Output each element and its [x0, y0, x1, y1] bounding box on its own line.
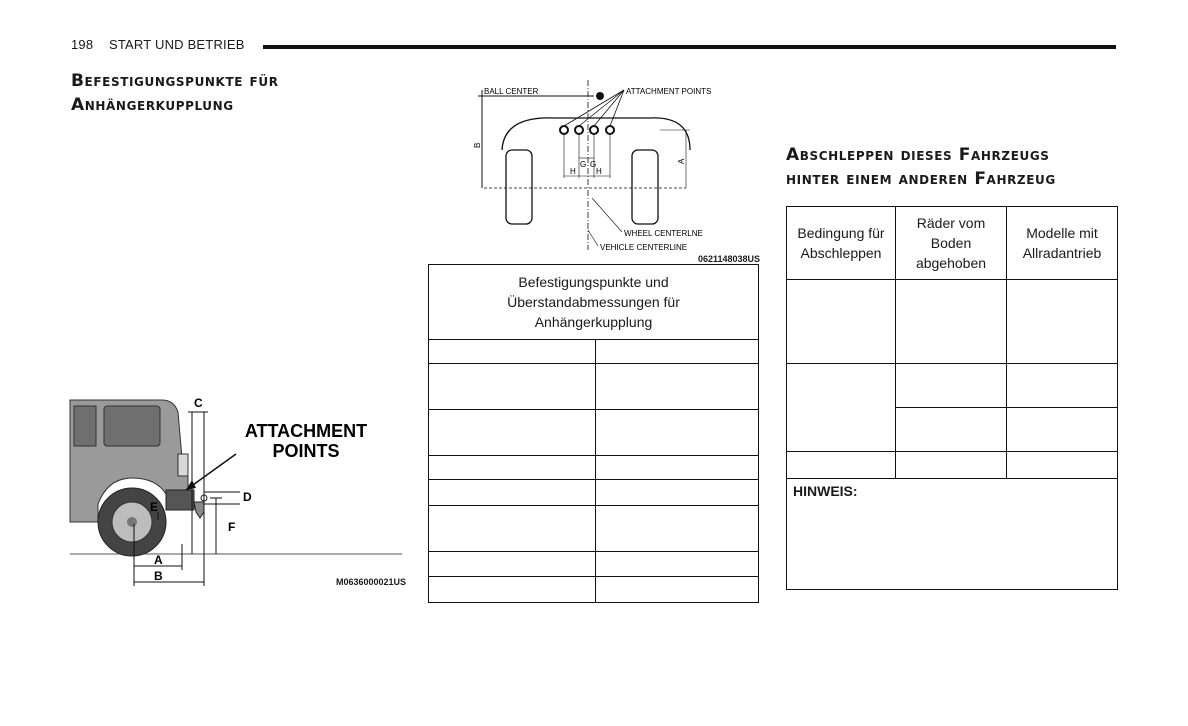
table-row — [787, 280, 1118, 364]
note-cell — [787, 479, 1118, 590]
dim-label-f: F — [228, 520, 236, 534]
attachment-dimensions-table — [428, 264, 759, 603]
dim-g2-label: G — [590, 160, 597, 169]
label-vehicle-centerline: VEHICLE CENTERLINE — [600, 243, 688, 252]
table-row — [429, 340, 759, 364]
heading-line: Befestigungspunkte für — [71, 71, 279, 91]
dim-b-label: B — [473, 142, 482, 148]
label-attachment-points: ATTACHMENT POINTS — [626, 87, 712, 96]
dim-h2-label: H — [596, 167, 602, 176]
callout-points: POINTS — [272, 441, 340, 461]
table-row — [787, 364, 1118, 408]
towing-conditions-table — [786, 206, 1118, 590]
page-number: 198 — [71, 37, 94, 52]
dim-label-e: E — [150, 500, 159, 514]
jeep-attachment-figure — [70, 394, 407, 590]
hitch — [194, 502, 204, 518]
col-header-wheels-raised: Räder vom Boden abgehoben — [896, 207, 1007, 280]
dim-label-c: C — [194, 396, 203, 410]
dim-g1-label: G — [580, 160, 587, 169]
caption-line: Befestigungspunkte und — [518, 274, 669, 290]
taillight — [178, 454, 188, 476]
table-caption — [429, 265, 759, 340]
label-ball-center: BALL CENTER — [484, 87, 539, 96]
caption-line: Überstandabmessungen für — [507, 294, 680, 310]
dim-a-label: A — [677, 158, 686, 164]
heading-line: Anhängerkupplung — [71, 95, 234, 115]
table-row — [429, 410, 759, 456]
dim-label-d: D — [243, 490, 252, 504]
dim-label-b: B — [154, 569, 163, 583]
rear-side-window — [104, 406, 160, 446]
table-row — [429, 506, 759, 552]
table-row — [429, 552, 759, 577]
table-row — [429, 364, 759, 410]
col-header-condition: Bedingung für Abschleppen — [787, 207, 896, 280]
hitch-attachment-diagram — [474, 80, 758, 260]
table-row — [429, 480, 759, 506]
caption-line: Anhängerkupplung — [534, 314, 653, 330]
header-rule — [263, 45, 1116, 49]
dim-h1-label: H — [570, 167, 576, 176]
section-heading-towing — [786, 143, 1106, 191]
table-row — [429, 577, 759, 603]
heading-line: Abschleppen dieses Fahrzeugs — [786, 145, 1050, 165]
chapter-title: START UND BETRIEB — [109, 37, 245, 52]
note-label: HINWEIS: — [793, 483, 858, 499]
label-wheel-centerline: WHEEL CENTERLNE — [624, 229, 703, 238]
dim-label-a: A — [154, 553, 163, 567]
side-window — [74, 406, 96, 446]
section-heading-attachment-points — [71, 69, 371, 117]
bumper — [166, 490, 194, 510]
col-header-4wd-models: Modelle mit Allradantrieb — [1007, 207, 1118, 280]
heading-line: hinter einem anderen Fahrzeug — [786, 169, 1056, 189]
table-row — [787, 452, 1118, 479]
figure-code-jeep: M0636000021US — [336, 577, 407, 587]
figure-code-hitch: 0621148038US — [698, 254, 761, 264]
table-row — [429, 456, 759, 480]
callout-attachment: ATTACHMENT — [244, 421, 368, 441]
ball-center-marker — [596, 92, 604, 100]
